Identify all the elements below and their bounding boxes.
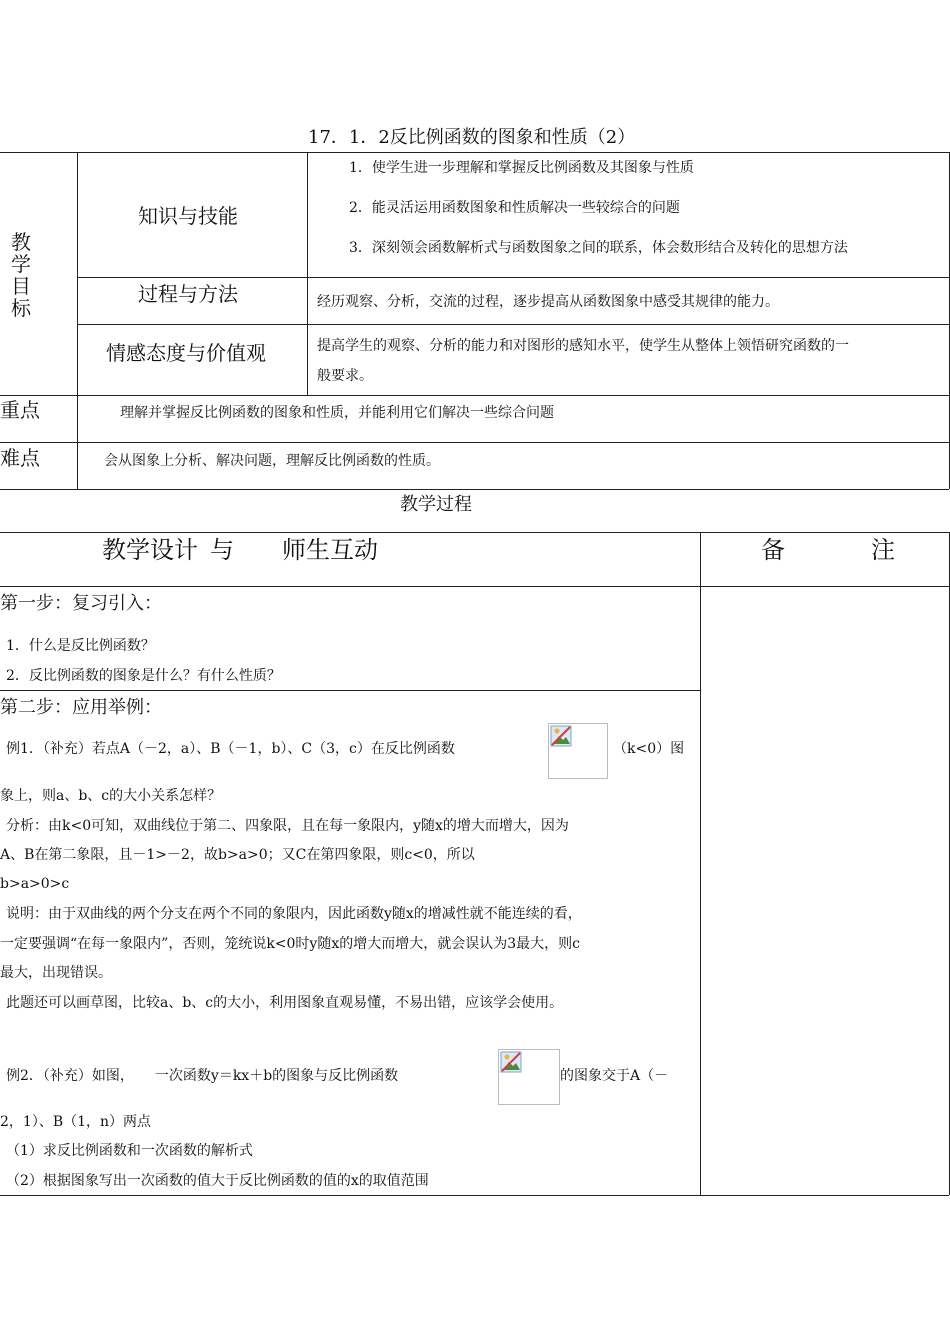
header-design: 教学设计 — [102, 536, 198, 564]
table1-col-divider — [307, 152, 308, 395]
table1-top-border — [0, 152, 949, 153]
header-notes-a: 备 — [761, 536, 785, 564]
key-point-text: 理解并掌握反比例函数的图象和性质，并能利用它们解决一些综合问题 — [120, 405, 554, 421]
note-line-3: 最大，出现错误。 — [0, 965, 112, 981]
example1-line-b: （k<0）图 — [613, 741, 685, 757]
formula-image-placeholder — [548, 723, 608, 779]
table1-row-divider — [0, 395, 949, 396]
process-title: 教学过程 — [400, 494, 472, 515]
note-line-2: 一定要强调“在每一象限内”，否则，笼统说k<0时y随x的增大而增大，就会误认为3最大，则c — [0, 936, 580, 952]
example2-line-b: 的图象交于A（－ — [560, 1068, 669, 1084]
side-char: 学 — [11, 252, 31, 276]
difficulty-label: 难点 — [0, 446, 40, 470]
example2-line-a: 例2．（补充）如图， 一次函数y＝kx＋b的图象与反比例函数 — [6, 1068, 399, 1084]
example2-question-1: （1）求反比例函数和一次函数的解析式 — [6, 1143, 253, 1159]
header-notes-b: 注 — [871, 536, 895, 564]
analysis-line-3: b>a>0>c — [0, 876, 70, 892]
table1-row-divider — [77, 324, 949, 325]
emotion-label: 情感态度与价值观 — [106, 341, 266, 365]
knowledge-item-1: 1．使学生进一步理解和掌握反比例函数及其图象与性质 — [349, 160, 694, 176]
table2-header-divider — [0, 586, 949, 587]
table2-top-border — [0, 532, 949, 533]
example2-line-c: 2，1）、B（1，n）两点 — [0, 1114, 152, 1130]
table1-row-divider — [77, 277, 949, 278]
example1-line-c: 象上，则a、b、c的大小关系怎样？ — [0, 788, 222, 804]
step1-question-1: 1．什么是反比例函数？ — [6, 638, 155, 654]
example1-line-a: 例1．（补充）若点A（－2，a）、B（－1，b）、C（3，c）在反比例函数 — [6, 741, 455, 757]
table2-col-divider — [700, 532, 701, 1195]
broken-image-icon — [500, 1051, 522, 1073]
analysis-line-2: A、B在第二象限，且－1>－2，故b>a>0；又C在第四象限，则c<0，所以 — [0, 847, 475, 863]
broken-image-icon — [550, 725, 572, 747]
side-char: 目 — [11, 274, 31, 298]
analysis-line-1: 分析：由k<0可知，双曲线位于第二、四象限，且在每一象限内，y随x的增大而增大，因为 — [6, 818, 569, 834]
step2-title: 第二步：应用举例： — [0, 697, 162, 718]
emotion-text-line2: 般要求。 — [317, 368, 373, 384]
emotion-text-line1: 提高学生的观察、分析的能力和对图形的感知水平，使学生从整体上领悟研究函数的一 — [317, 338, 849, 354]
process-label: 过程与方法 — [138, 282, 238, 306]
side-char: 标 — [11, 296, 31, 320]
note-line-1: 说明：由于双曲线的两个分支在两个不同的象限内，因此函数y随x的增减性就不能连续的看， — [6, 906, 582, 922]
process-text: 经历观察、分析，交流的过程，逐步提高从函数图象中感受其规律的能力。 — [317, 294, 779, 310]
page-title: 17．1．2反比例函数的图象和性质（2） — [308, 127, 636, 148]
step1-question-2: 2．反比例函数的图象是什么？有什么性质？ — [6, 668, 281, 684]
formula-image-placeholder — [498, 1049, 560, 1105]
table1-bottom-border — [0, 489, 949, 490]
example2-question-2: （2）根据图象写出一次函数的值大于反比例函数的值的x的取值范围 — [6, 1173, 429, 1189]
header-interaction: 与 师生互动 — [210, 536, 378, 564]
table2-bottom-border — [0, 1195, 949, 1196]
key-point-label: 重点 — [0, 398, 40, 422]
step1-title: 第一步：复习引入： — [0, 593, 162, 614]
knowledge-item-2: 2．能灵活运用函数图象和性质解决一些较综合的问题 — [349, 200, 680, 216]
side-char: 教 — [11, 230, 31, 254]
knowledge-item-3: 3．深刻领会函数解析式与函数图象之间的联系，体会数形结合及转化的思想方法 — [349, 240, 848, 256]
difficulty-text: 会从图象上分析、解决问题，理解反比例函数的性质。 — [104, 453, 440, 469]
table1-row-divider — [0, 442, 949, 443]
table1-col-divider — [77, 152, 78, 489]
knowledge-label: 知识与技能 — [138, 204, 238, 228]
note-line-4: 此题还可以画草图，比较a、b、c的大小，利用图象直观易懂，不易出错，应该学会使用。 — [6, 995, 564, 1011]
table2-step-divider — [0, 690, 700, 691]
